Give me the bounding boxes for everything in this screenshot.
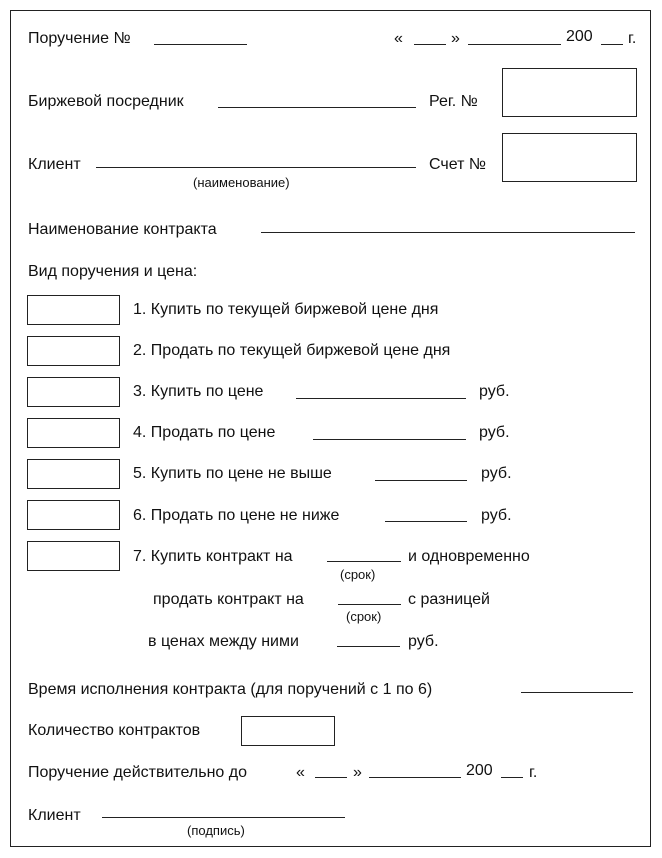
option-4-label: 4. Продать по цене bbox=[133, 424, 276, 441]
validity-month-field[interactable] bbox=[369, 777, 461, 778]
option-3-checkbox[interactable] bbox=[27, 377, 120, 407]
validity-quote-close: » bbox=[353, 764, 362, 781]
order-number-label: Поручение № bbox=[28, 30, 131, 47]
signature-caption: (подпись) bbox=[187, 823, 245, 838]
date-year-prefix: 200 bbox=[566, 28, 593, 45]
date-quote-close: » bbox=[451, 30, 460, 47]
contract-name-field[interactable] bbox=[261, 232, 635, 233]
broker-field[interactable] bbox=[218, 107, 416, 108]
option-2-checkbox[interactable] bbox=[27, 336, 120, 366]
option-7-line3-pre: в ценах между ними bbox=[148, 633, 299, 650]
option-4-unit: руб. bbox=[479, 424, 510, 441]
order-type-heading: Вид поручения и цена: bbox=[28, 263, 198, 280]
option-7-difference-field[interactable] bbox=[337, 646, 400, 647]
client-name-caption: (наименование) bbox=[193, 175, 290, 190]
date-quote-open: « bbox=[394, 30, 403, 47]
option-7-checkbox[interactable] bbox=[27, 541, 120, 571]
reg-number-label: Рег. № bbox=[429, 93, 478, 110]
account-number-box[interactable] bbox=[502, 133, 637, 182]
date-month-field[interactable] bbox=[468, 44, 561, 45]
option-3-price-field[interactable] bbox=[296, 398, 466, 399]
option-7-sell-term-field[interactable] bbox=[338, 604, 401, 605]
option-2-label: 2. Продать по текущей биржевой цене дня bbox=[133, 342, 451, 359]
execution-time-label: Время исполнения контракта (для поручений с 1 по 6) bbox=[28, 681, 433, 698]
signature-field[interactable] bbox=[102, 817, 345, 818]
option-5-label: 5. Купить по цене не выше bbox=[133, 465, 332, 482]
option-1-checkbox[interactable] bbox=[27, 295, 120, 325]
option-5-unit: руб. bbox=[481, 465, 512, 482]
option-7-line1-pre: 7. Купить контракт на bbox=[133, 548, 293, 565]
quantity-label: Количество контрактов bbox=[28, 722, 201, 739]
broker-label: Биржевой посредник bbox=[28, 93, 184, 110]
date-day-field[interactable] bbox=[414, 44, 446, 45]
option-6-unit: руб. bbox=[481, 507, 512, 524]
account-number-label: Счет № bbox=[429, 156, 487, 173]
quantity-box[interactable] bbox=[241, 716, 335, 746]
execution-time-field[interactable] bbox=[521, 692, 633, 693]
validity-label: Поручение действительно до bbox=[28, 764, 248, 781]
option-4-checkbox[interactable] bbox=[27, 418, 120, 448]
validity-quote-open: « bbox=[296, 764, 305, 781]
option-1-label: 1. Купить по текущей биржевой цене дня bbox=[133, 301, 439, 318]
option-7-unit: руб. bbox=[408, 633, 439, 650]
client-label: Клиент bbox=[28, 156, 81, 173]
order-form bbox=[10, 10, 651, 847]
date-year-field[interactable] bbox=[601, 44, 623, 45]
order-number-field[interactable] bbox=[154, 44, 247, 45]
validity-year-suffix: г. bbox=[529, 764, 538, 781]
option-7-line2-post: с разницей bbox=[408, 591, 490, 608]
option-7-buy-term-field[interactable] bbox=[327, 561, 401, 562]
contract-name-label: Наименование контракта bbox=[28, 221, 217, 238]
date-year-suffix: г. bbox=[628, 30, 637, 47]
option-7-line1-post: и одновременно bbox=[408, 548, 530, 565]
option-3-unit: руб. bbox=[479, 383, 510, 400]
validity-year-prefix: 200 bbox=[466, 762, 493, 779]
option-7-buy-term-caption: (срок) bbox=[340, 567, 376, 582]
option-3-label: 3. Купить по цене bbox=[133, 383, 264, 400]
option-5-price-field[interactable] bbox=[375, 480, 467, 481]
option-6-label: 6. Продать по цене не ниже bbox=[133, 507, 340, 524]
client-name-field[interactable] bbox=[96, 167, 416, 168]
reg-number-box[interactable] bbox=[502, 68, 637, 117]
option-6-price-field[interactable] bbox=[385, 521, 467, 522]
option-4-price-field[interactable] bbox=[313, 439, 466, 440]
option-6-checkbox[interactable] bbox=[27, 500, 120, 530]
option-7-line2-pre: продать контракт на bbox=[153, 591, 304, 608]
validity-day-field[interactable] bbox=[315, 777, 347, 778]
option-5-checkbox[interactable] bbox=[27, 459, 120, 489]
validity-year-field[interactable] bbox=[501, 777, 523, 778]
signature-client-label: Клиент bbox=[28, 807, 81, 824]
option-7-sell-term-caption: (срок) bbox=[346, 609, 382, 624]
